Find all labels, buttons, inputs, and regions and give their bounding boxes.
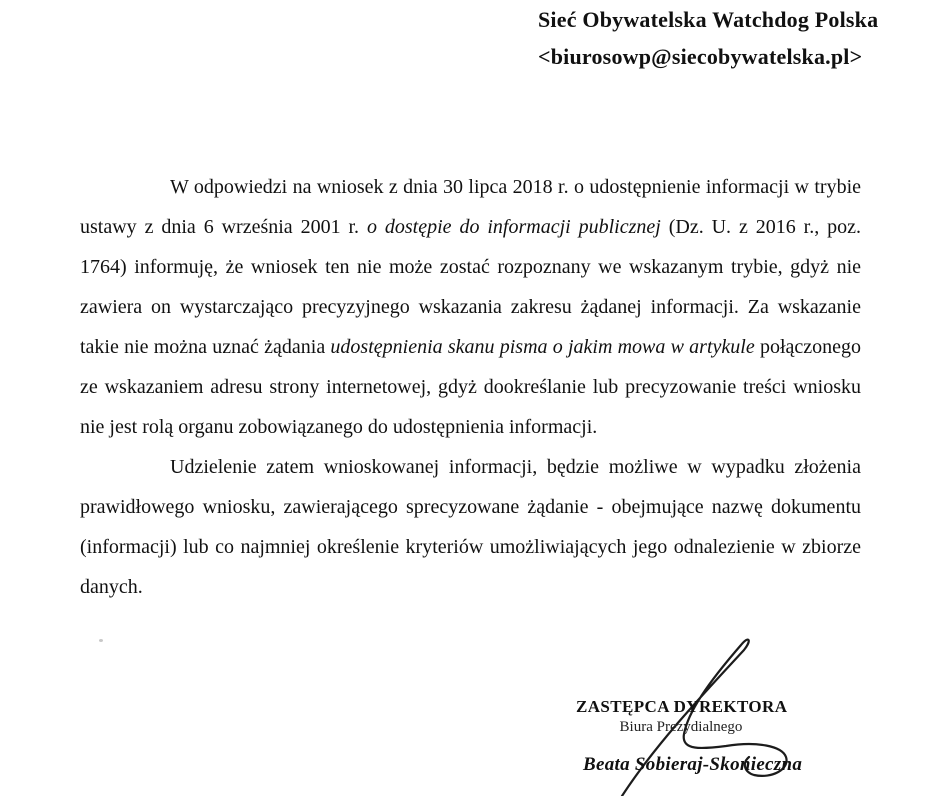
org-email: <biurosowp@siecobywatelska.pl> xyxy=(538,44,863,69)
letter-body xyxy=(80,167,861,607)
signer-title: ZASTĘPCA DYREKTORA xyxy=(576,697,788,716)
signer-name: Beata Sobieraj-Skonieczna xyxy=(583,754,803,775)
paragraph-2: Udzielenie zatem wnioskowanej informacji, będzie możliwe w wypadku złożenia prawidłowego wniosku, zawierającego sprecyzowane żądanie - obejmujące nazwę dokumentu (informacji) lub co najmniej określenie kryteriów umożliwiających jego odnalezienie w zbiorze danych. xyxy=(80,456,861,598)
org-name: Sieć Obywatelska Watchdog Polska xyxy=(538,7,879,32)
paragraph-1: W odpowiedzi na wniosek z dnia 30 lipca 2018 r. o udostępnienie informacji w trybie ustawy z dnia 6 września 2001 r. o dostępie do informacji publicznej (Dz. U. z 2016 r., poz. 1764) informuję, że wniosek ten nie może zostać rozpoznany we wskazanym trybie, gdyż nie zawiera on wystarczająco precyzyjnego wskazania zakresu żądanej informacji. Za wskazanie takie nie można uznać żądania udostępnienia skanu pisma o jakim mowa w artykule połączonego ze wskazaniem adresu strony internetowej, gdyż dookreślanie lub precyzowanie treści wniosku nie jest rolą organu zobowiązanego do udostępnienia informacji. xyxy=(80,176,862,438)
letterhead xyxy=(538,1,878,75)
signer-department: Biura Prezydialnego xyxy=(619,719,743,735)
scan-artifact xyxy=(99,639,103,642)
